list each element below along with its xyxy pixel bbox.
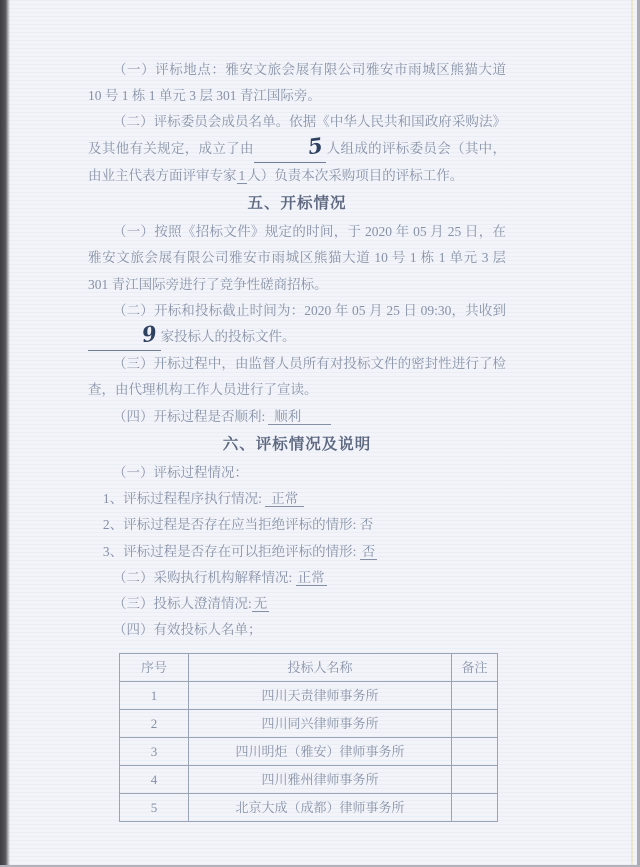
committee-text-pre: （二）评标委员会成员名单。依据《中华人民共和国政府采购法》及其他有关规定，成立了由 <box>88 114 506 156</box>
cell-remark <box>452 794 498 822</box>
seal-check-text: （三）开标过程中，由监督人员所有对投标文件的密封性进行了检查，由代理机构工作人员进行了宣读。 <box>88 356 506 398</box>
cell-serial: 1 <box>120 682 189 710</box>
cell-serial: 4 <box>120 766 189 794</box>
paragraph-valid-bidders <box>88 617 506 643</box>
cell-bidder-name: 四川明炬（雅安）律师事务所 <box>189 738 452 766</box>
table-row <box>120 794 498 822</box>
cell-bidder-name: 四川天责律师事务所 <box>189 682 452 710</box>
eval-location-text: （一）评标地点：雅安文旅会展有限公司雅安市雨城区熊猫大道 10 号 1 栋 1 单元 3 层 301 青江国际旁。 <box>88 62 506 104</box>
agency-explanation-value: 正常 <box>297 569 325 585</box>
paragraph-seal-check <box>88 351 506 403</box>
table-row <box>120 710 498 738</box>
valid-bidders-table <box>119 653 498 822</box>
table-row <box>120 682 498 710</box>
bid-deadline-text-pre: （二）开标和投标截止时间为：2020 年 05 月 25 日 09:30，共收到 <box>112 302 506 318</box>
bid-opening-time-text: （一）按照《招标文件》规定的时间，于 2020 年 05 月 25 日，在雅安文旅会展有限公司雅安市雨城区熊猫大道 10 号 1 栋 1 单元 3 层 301 青江国际旁进行了竞争性磋商招标。 <box>88 224 506 292</box>
paragraph-eval-location <box>88 57 506 109</box>
expert-count-underlined: 1 <box>238 167 246 183</box>
bidder-clarification-label: （三）投标人澄清情况: <box>112 596 252 612</box>
sub-item-may-reject <box>88 539 506 565</box>
header-bidder-name: 投标人名称 <box>189 654 452 682</box>
cell-serial: 5 <box>120 794 189 822</box>
table-row <box>120 738 498 766</box>
table-row <box>120 766 498 794</box>
committee-text-mid: 人组成的评标委员会（其中，由业主代表方面评审专家 <box>88 140 507 183</box>
paragraph-agency-explanation <box>88 565 506 591</box>
handwritten-bidder-count: 9 <box>140 320 159 348</box>
cell-bidder-name: 四川同兴律师事务所 <box>189 710 452 738</box>
eval-process-label: （一）评标过程情况： <box>112 465 248 481</box>
scan-streak <box>631 0 633 867</box>
cell-remark <box>452 738 498 766</box>
must-reject-value: 否 <box>359 517 374 533</box>
opening-smooth-value: 顺利 <box>268 409 331 425</box>
header-remarks: 备注 <box>452 654 498 682</box>
must-reject-label: 2、评标过程是否存在应当拒绝评标的情形: <box>102 517 357 533</box>
section5-heading: 五、开标情况 <box>247 195 347 213</box>
agency-explanation-label: （二）采购执行机构解释情况: <box>112 569 293 585</box>
scan-edge-left <box>0 0 10 867</box>
table-header-row <box>120 654 498 682</box>
paragraph-opening-smooth <box>88 404 506 430</box>
handwritten-committee-count: 5 <box>306 131 325 159</box>
handwritten-bidder-count-field <box>88 320 161 351</box>
cell-remark <box>452 682 498 710</box>
cell-bidder-name: 四川雅州律师事务所 <box>189 766 452 794</box>
cell-serial: 3 <box>120 738 189 766</box>
committee-text-post: 人）负责本次采购项目的评标工作。 <box>247 167 464 183</box>
cell-remark <box>452 766 498 794</box>
bid-deadline-text-post: 家投标人的投标文件。 <box>160 329 296 345</box>
bidder-clarification-value: 无 <box>253 596 268 612</box>
cell-bidder-name: 北京大成（成都）律师事务所 <box>189 794 452 822</box>
section6-heading: 六、评标情况及说明 <box>222 435 372 453</box>
may-reject-label: 3、评标过程是否存在可以拒绝评标的情形: <box>102 543 357 559</box>
opening-smooth-label: （四）开标过程是否顺利: <box>112 408 266 424</box>
paragraph-bid-opening-time <box>88 219 506 298</box>
may-reject-value: 否 <box>361 543 376 559</box>
sub-item-procedure-execution <box>88 486 506 512</box>
cell-remark <box>452 710 498 738</box>
valid-bidders-label: （四）有效投标人名单； <box>112 622 262 638</box>
document-body <box>88 57 506 822</box>
handwritten-committee-count-field <box>254 131 327 163</box>
paragraph-eval-process <box>88 460 506 486</box>
paragraph-bid-deadline <box>88 298 506 351</box>
paragraph-bidder-clarification <box>88 591 506 617</box>
sub-item-must-reject <box>88 512 506 538</box>
header-serial-number: 序号 <box>120 654 189 682</box>
cell-serial: 2 <box>120 710 189 738</box>
paragraph-committee-members <box>88 109 506 189</box>
procedure-execution-value: 正常 <box>265 491 304 507</box>
procedure-execution-label: 1、评标过程程序执行情况: <box>102 491 262 507</box>
